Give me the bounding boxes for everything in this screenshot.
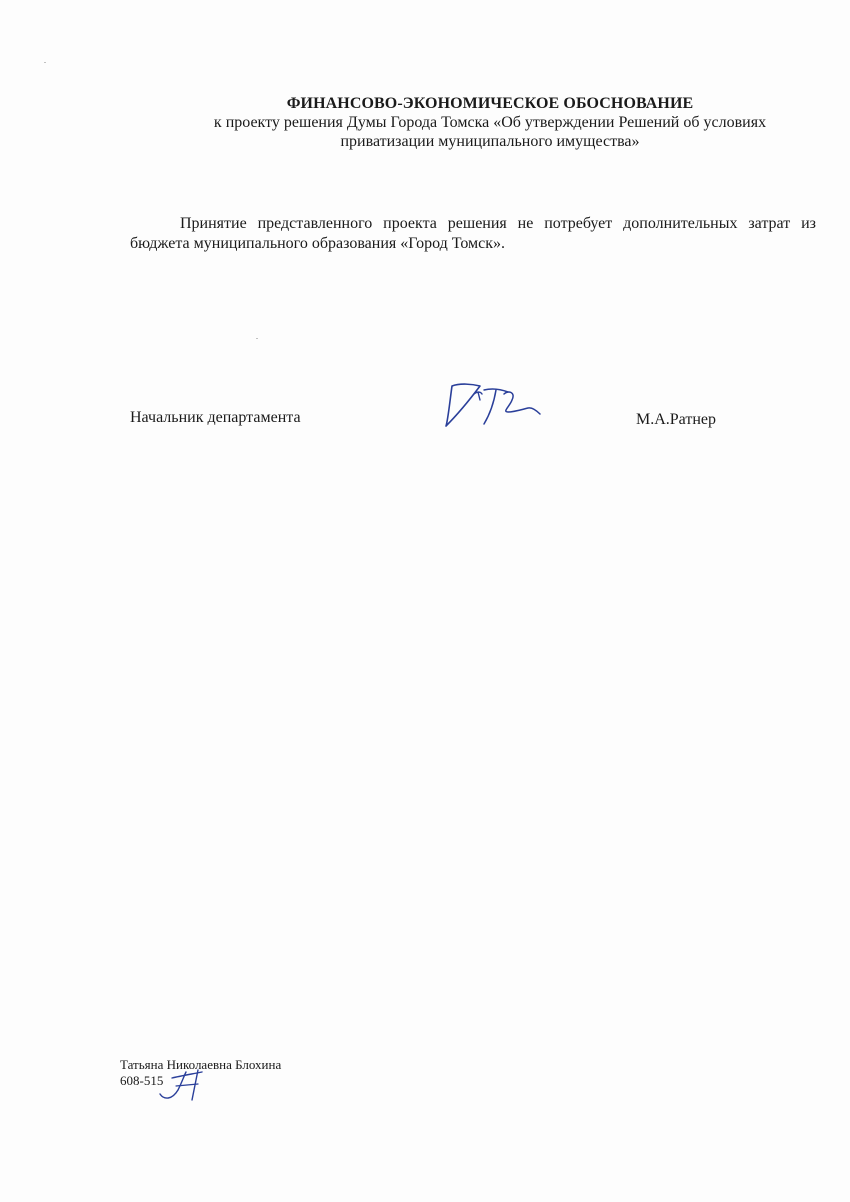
document-title: ФИНАНСОВО-ЭКОНОМИЧЕСКОЕ ОБОСНОВАНИЕ [286, 95, 694, 112]
scan-speck [256, 338, 258, 339]
signature-block [130, 409, 730, 433]
signatory-name: М.А.Ратнер [636, 411, 717, 428]
executor-name: Татьяна Николаевна Блохина [120, 1057, 282, 1072]
document-subtitle-line2: приватизации муниципального имущества» [340, 133, 640, 150]
document-subtitle-line1: к проекту решения Думы Города Томска «Об утверждении Решений об условиях [213, 114, 767, 131]
scan-speck [44, 62, 46, 63]
document-header [120, 94, 850, 151]
executor-phone: 608-515 [120, 1073, 164, 1088]
body-paragraph: Принятие представленного проекта решения не потребует дополнительных затрат из бюджета муниципального образования «Город Томск». [130, 215, 816, 252]
executor-initials-icon [158, 1066, 204, 1104]
signatory-position: Начальник департамента [130, 409, 301, 426]
handwritten-signature-icon [438, 380, 546, 432]
